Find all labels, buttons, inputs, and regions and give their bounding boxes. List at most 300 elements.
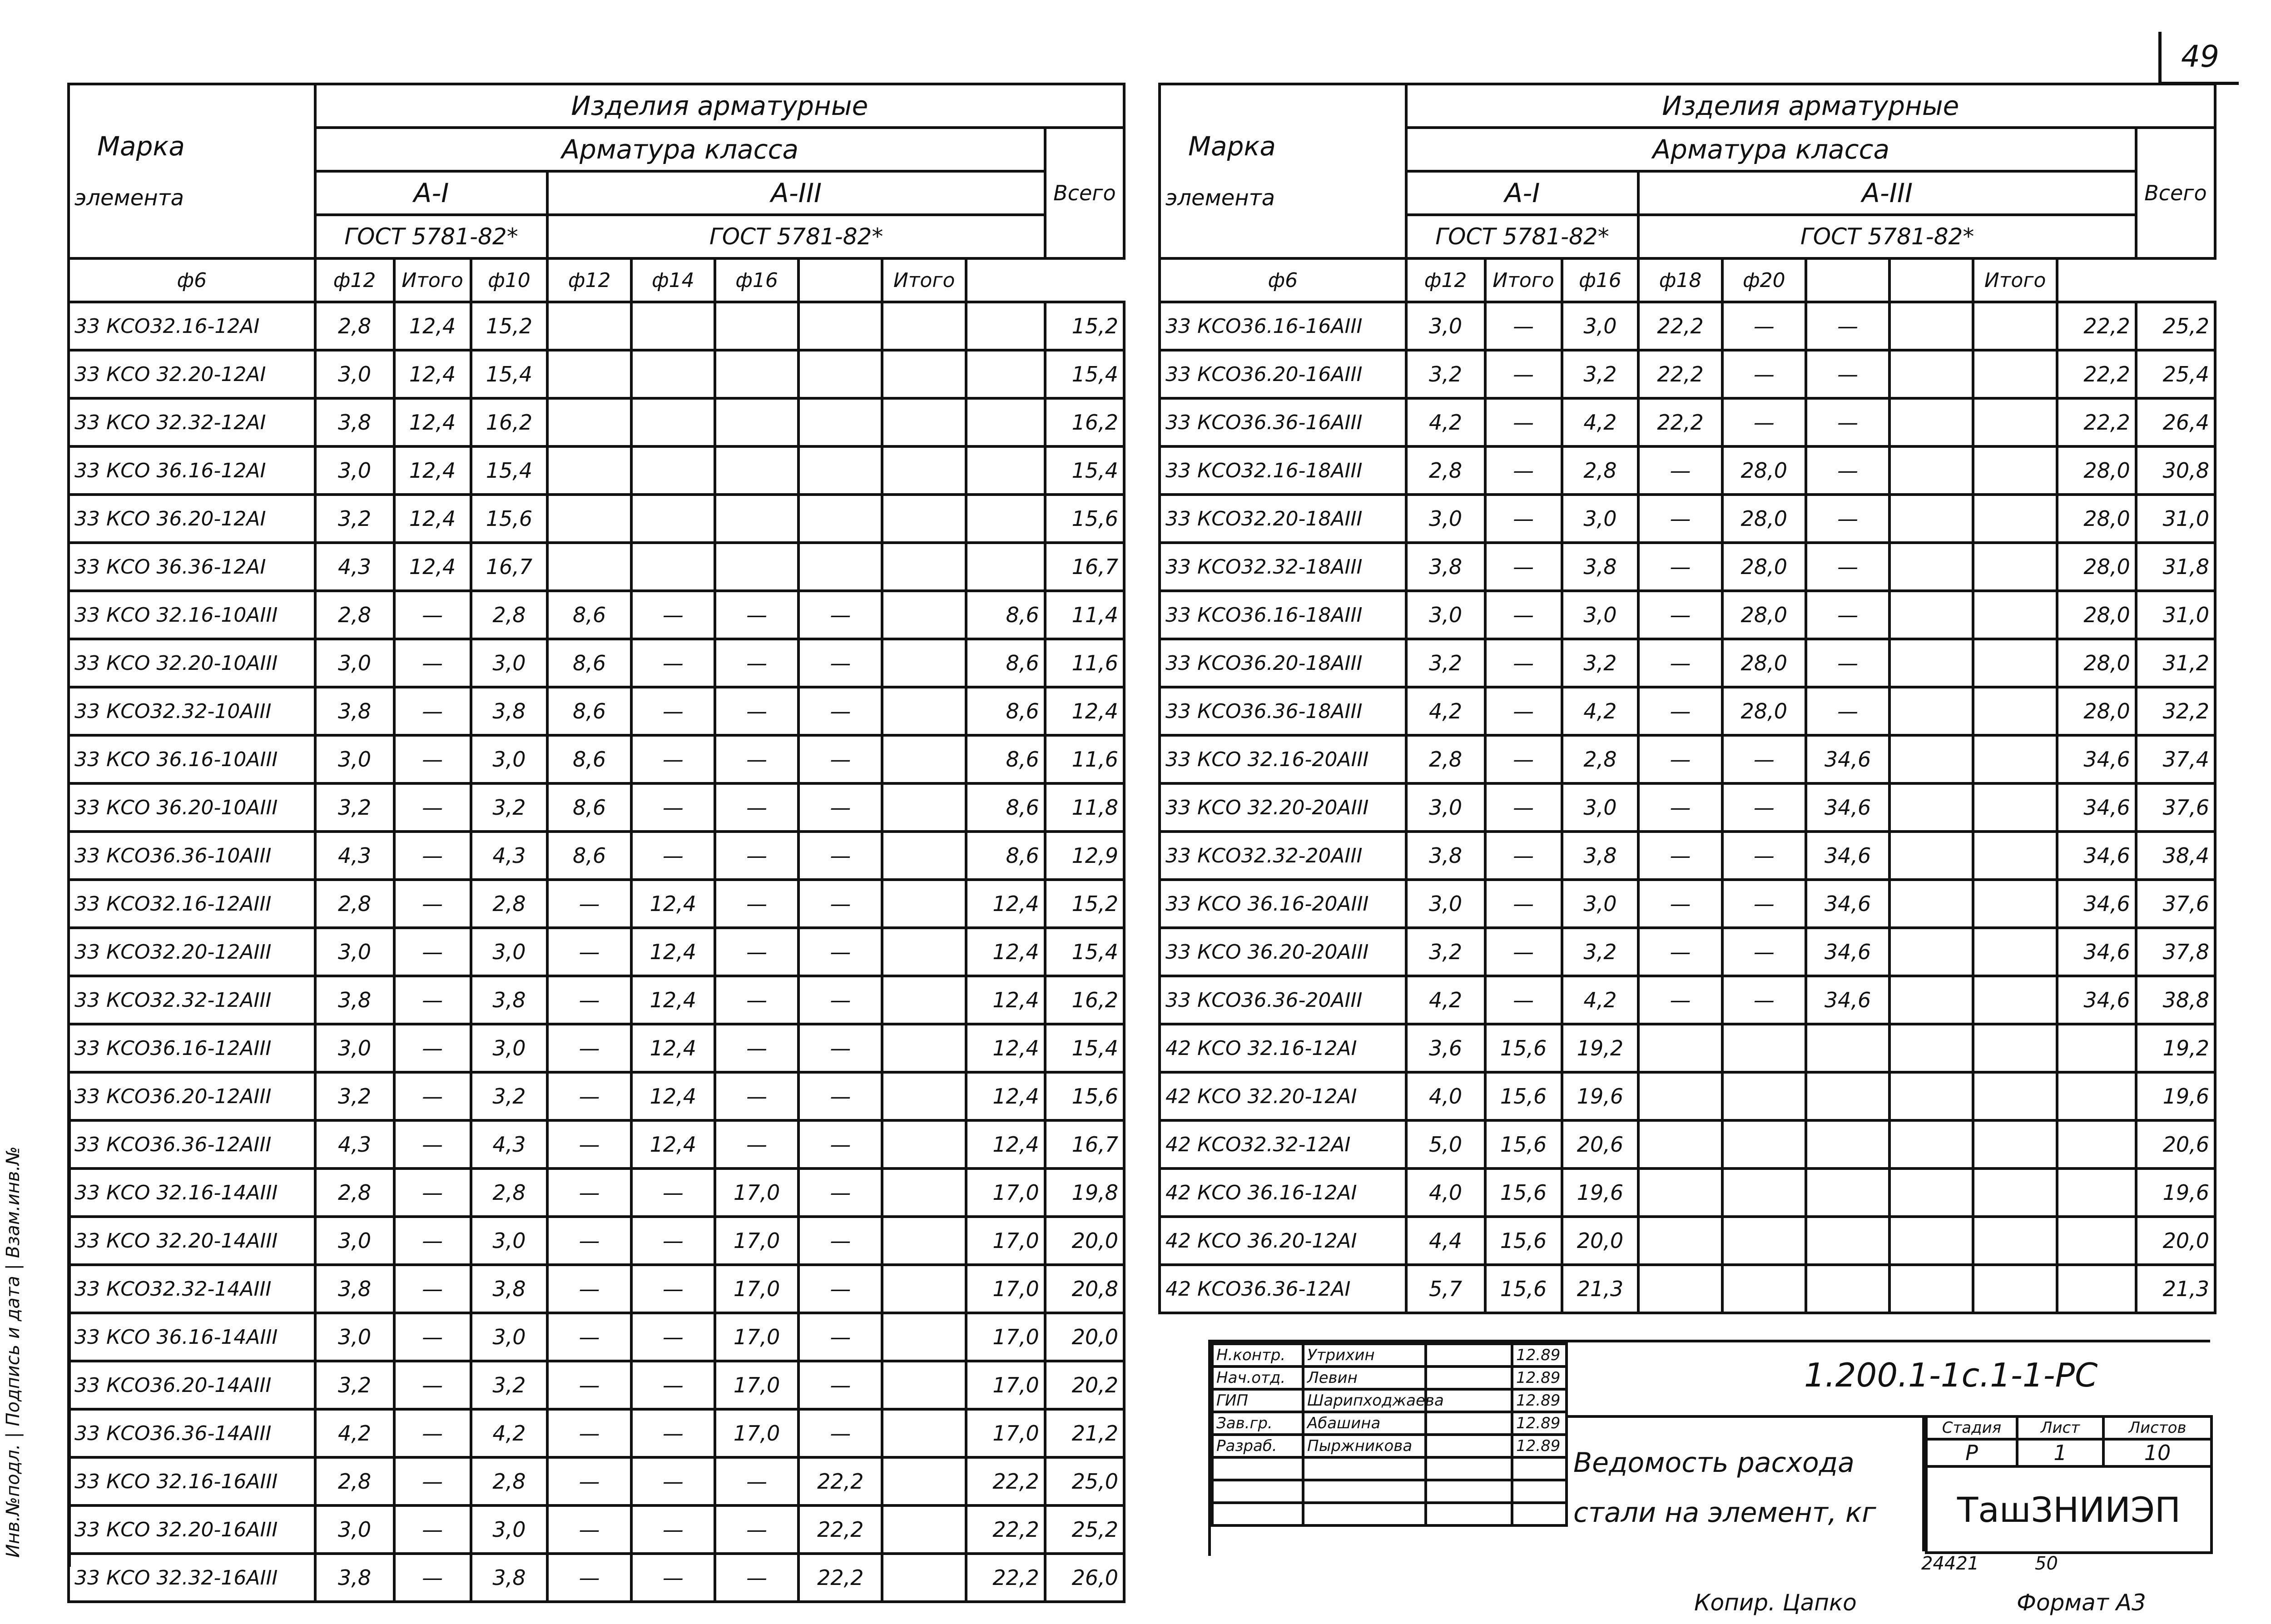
steel-value — [631, 350, 715, 398]
steel-value — [1973, 1265, 2057, 1313]
steel-value: — — [394, 1265, 471, 1313]
steel-value: — — [715, 1554, 798, 1602]
steel-value: 4,4 — [1406, 1217, 1485, 1265]
steel-value — [798, 495, 882, 543]
element-mark: 33 КСО36.36-10АIII — [69, 832, 315, 880]
steel-value: 11,6 — [1045, 735, 1124, 783]
sheet-value: 1 — [2017, 1439, 2103, 1466]
column-header: ф6 — [1160, 258, 1406, 302]
table-row — [69, 1072, 1124, 1120]
steel-value: 3,2 — [315, 495, 394, 543]
steel-value: 2,8 — [315, 302, 394, 350]
steel-value — [1973, 1217, 2057, 1265]
steel-value: — — [547, 880, 631, 928]
steel-value: — — [394, 687, 471, 735]
signature — [1426, 1457, 1512, 1480]
steel-value — [882, 350, 966, 398]
steel-value — [1889, 302, 1973, 350]
steel-value: 3,8 — [471, 1265, 548, 1313]
steel-value — [882, 832, 966, 880]
table-row — [69, 1457, 1124, 1505]
steel-value: — — [1485, 302, 1562, 350]
steel-value: 3,8 — [315, 398, 394, 446]
steel-value: 2,8 — [471, 1457, 548, 1505]
a1-header: А-I — [1406, 171, 1639, 215]
steel-value: 12,4 — [1045, 687, 1124, 735]
steel-value: 20,2 — [1045, 1361, 1124, 1409]
table-row — [1160, 1072, 2215, 1120]
steel-value: 8,6 — [547, 735, 631, 783]
steel-value: 4,3 — [471, 832, 548, 880]
column-header: ф12 — [1406, 258, 1485, 302]
steel-value: 22,2 — [1638, 398, 1722, 446]
table-row — [1160, 495, 2215, 543]
steel-value: — — [547, 1361, 631, 1409]
steel-value — [1889, 543, 1973, 591]
steel-value: — — [798, 832, 882, 880]
steel-value: 12,4 — [394, 543, 471, 591]
role-label — [1212, 1503, 1303, 1525]
steel-value — [1973, 302, 2057, 350]
steel-value — [715, 398, 798, 446]
person-name — [1303, 1480, 1426, 1503]
table-row — [69, 783, 1124, 832]
mark-label: Марка — [1188, 130, 1276, 162]
steel-value — [1973, 735, 2057, 783]
steel-value — [882, 495, 966, 543]
steel-value: — — [1485, 591, 1562, 639]
steel-value: 12,4 — [631, 880, 715, 928]
column-header — [798, 258, 882, 302]
steel-value: 3,0 — [1406, 302, 1485, 350]
column-header: ф6 — [69, 258, 315, 302]
element-mark: 42 КСО32.32-12АI — [1160, 1120, 1406, 1168]
signature — [1426, 1435, 1512, 1457]
steel-value: 15,4 — [1045, 928, 1124, 976]
group-header: Изделия арматурные — [315, 84, 1124, 128]
steel-value: 8,6 — [547, 591, 631, 639]
steel-value: 20,0 — [1045, 1313, 1124, 1361]
steel-value — [882, 639, 966, 687]
element-mark: 33 КСО32.20-12АIII — [69, 928, 315, 976]
steel-value: 25,2 — [2136, 302, 2215, 350]
steel-value — [1889, 976, 1973, 1024]
steel-value: 15,4 — [1045, 350, 1124, 398]
element-mark: 42 КСО 36.20-12АI — [1160, 1217, 1406, 1265]
steel-value: 3,8 — [315, 687, 394, 735]
steel-value: — — [715, 1505, 798, 1554]
steel-value: — — [394, 1072, 471, 1120]
steel-value: — — [1722, 302, 1806, 350]
total-header: Всего — [2136, 128, 2215, 258]
steel-value — [1889, 783, 1973, 832]
steel-value — [882, 1361, 966, 1409]
steel-value: — — [547, 976, 631, 1024]
column-header: ф20 — [1722, 258, 1806, 302]
steel-value — [1638, 1168, 1722, 1217]
element-mark: 33 КСО 36.20-12АI — [69, 495, 315, 543]
table-row — [69, 735, 1124, 783]
steel-value: — — [1806, 543, 1889, 591]
steel-value: 25,0 — [1045, 1457, 1124, 1505]
steel-value — [882, 1120, 966, 1168]
element-mark: 33 КСО 32.16-14АIII — [69, 1168, 315, 1217]
steel-value: 3,2 — [315, 783, 394, 832]
steel-value — [882, 928, 966, 976]
steel-value: 3,8 — [471, 1554, 548, 1602]
steel-value: 3,0 — [1406, 783, 1485, 832]
steel-value — [631, 302, 715, 350]
steel-value: 20,6 — [1562, 1120, 1639, 1168]
steel-value: — — [631, 1313, 715, 1361]
table-row — [1160, 1217, 2215, 1265]
element-mark: 33 КСО 32.16-16АIII — [69, 1457, 315, 1505]
document-code: 1.200.1-1с.1-1-РС — [1804, 1356, 2098, 1394]
signature — [1426, 1344, 1512, 1367]
steel-value: 12,4 — [966, 1072, 1045, 1120]
table-row — [69, 543, 1124, 591]
role-label — [1212, 1457, 1303, 1480]
steel-value: 11,6 — [1045, 639, 1124, 687]
steel-value: — — [1485, 350, 1562, 398]
steel-value — [1889, 1024, 1973, 1072]
steel-value — [882, 1505, 966, 1554]
steel-value: 5,7 — [1406, 1265, 1485, 1313]
steel-value — [1973, 398, 2057, 446]
steel-value: — — [715, 1024, 798, 1072]
steel-value: 38,8 — [2136, 976, 2215, 1024]
role-label: Н.контр. — [1212, 1344, 1303, 1367]
steel-value: — — [798, 639, 882, 687]
steel-value: 3,2 — [471, 1361, 548, 1409]
steel-value: — — [1722, 832, 1806, 880]
steel-value: 34,6 — [1806, 735, 1889, 783]
steel-value: 17,0 — [966, 1313, 1045, 1361]
steel-value: 15,4 — [1045, 1024, 1124, 1072]
steel-value: — — [715, 591, 798, 639]
sign-date — [1512, 1480, 1567, 1503]
steel-value: 12,4 — [631, 1120, 715, 1168]
table-row — [1160, 1024, 2215, 1072]
steel-value: — — [631, 1265, 715, 1313]
steel-value: 3,8 — [1406, 543, 1485, 591]
steel-value — [1973, 543, 2057, 591]
element-mark: 33 КСО36.16-18АIII — [1160, 591, 1406, 639]
steel-value: 3,0 — [471, 1505, 548, 1554]
steel-value: 28,0 — [1722, 446, 1806, 495]
steel-value: 31,2 — [2136, 639, 2215, 687]
steel-value: — — [1722, 350, 1806, 398]
steel-value: — — [1638, 687, 1722, 735]
steel-value: 2,8 — [315, 880, 394, 928]
steel-value: 28,0 — [2057, 543, 2136, 591]
steel-value: 22,2 — [798, 1457, 882, 1505]
steel-value: 28,0 — [2057, 591, 2136, 639]
steel-value: 28,0 — [1722, 591, 1806, 639]
element-mark: 33 КСО 36.36-12АI — [69, 543, 315, 591]
steel-value — [547, 398, 631, 446]
steel-value — [715, 350, 798, 398]
steel-value: 12,4 — [631, 1072, 715, 1120]
table-row — [1160, 880, 2215, 928]
steel-value: 12,4 — [966, 1120, 1045, 1168]
steel-value: 20,8 — [1045, 1265, 1124, 1313]
element-mark: 33 КСО36.20-12АIII — [69, 1072, 315, 1120]
steel-value: 37,8 — [2136, 928, 2215, 976]
side-stamp: Инв.№подл. | Подпись и дата | Взам.инв.№ — [3, 1146, 24, 1558]
steel-value — [798, 543, 882, 591]
steel-value: 31,8 — [2136, 543, 2215, 591]
steel-value: 34,6 — [1806, 880, 1889, 928]
steel-value: 8,6 — [547, 639, 631, 687]
steel-value: — — [1722, 735, 1806, 783]
table-row — [69, 1505, 1124, 1554]
steel-value: — — [547, 1024, 631, 1072]
steel-value — [882, 1072, 966, 1120]
steel-value — [1973, 639, 2057, 687]
table-row — [69, 1120, 1124, 1168]
steel-value: — — [1485, 687, 1562, 735]
steel-value: 15,6 — [1485, 1072, 1562, 1120]
steel-value — [882, 783, 966, 832]
steel-value: 8,6 — [966, 591, 1045, 639]
steel-value: 12,4 — [631, 928, 715, 976]
role-label: Нач.отд. — [1212, 1367, 1303, 1389]
element-mark: 33 КСО 36.20-20АIII — [1160, 928, 1406, 976]
steel-value: 8,6 — [547, 783, 631, 832]
steel-value — [1973, 928, 2057, 976]
steel-value: 3,8 — [471, 976, 548, 1024]
steel-value: — — [798, 928, 882, 976]
steel-value: 28,0 — [2057, 495, 2136, 543]
steel-value: 34,6 — [1806, 976, 1889, 1024]
steel-value: 8,6 — [547, 687, 631, 735]
person-name: Пыржникова — [1303, 1435, 1426, 1457]
table-row — [1160, 1120, 2215, 1168]
table-row — [1160, 687, 2215, 735]
left-steel-table — [67, 83, 1126, 1603]
steel-value: 34,6 — [2057, 880, 2136, 928]
steel-value — [1889, 1168, 1973, 1217]
steel-value: — — [394, 928, 471, 976]
steel-value: 3,0 — [1562, 495, 1639, 543]
steel-value: 12,4 — [394, 302, 471, 350]
element-mark: 33 КСО36.16-12АIII — [69, 1024, 315, 1072]
steel-value — [1806, 1217, 1889, 1265]
steel-value: 3,6 — [1406, 1024, 1485, 1072]
element-mark: 33 КСО 36.16-10АIII — [69, 735, 315, 783]
steel-value — [631, 446, 715, 495]
steel-value: — — [715, 639, 798, 687]
column-header: ф12 — [315, 258, 394, 302]
element-mark: 33 КСО36.36-16АIII — [1160, 398, 1406, 446]
steel-value — [1638, 1072, 1722, 1120]
steel-value: 3,2 — [1406, 639, 1485, 687]
steel-value: — — [631, 687, 715, 735]
steel-value — [1806, 1024, 1889, 1072]
steel-value: 2,8 — [471, 591, 548, 639]
steel-value: — — [631, 1168, 715, 1217]
steel-value — [882, 1024, 966, 1072]
steel-value — [1722, 1120, 1806, 1168]
steel-value: — — [1722, 880, 1806, 928]
steel-value — [1973, 1168, 2057, 1217]
steel-value: — — [798, 1072, 882, 1120]
steel-value: 20,6 — [2136, 1120, 2215, 1168]
steel-value: — — [715, 1120, 798, 1168]
steel-value: 34,6 — [1806, 783, 1889, 832]
table-row — [1160, 398, 2215, 446]
steel-value: 3,0 — [1562, 880, 1639, 928]
steel-value — [547, 302, 631, 350]
steel-value: 12,4 — [966, 976, 1045, 1024]
steel-value: 21,3 — [2136, 1265, 2215, 1313]
a3-header: А-III — [1638, 171, 2136, 215]
steel-value: — — [798, 1409, 882, 1457]
steel-value: 22,2 — [1638, 350, 1722, 398]
steel-value: 3,8 — [315, 976, 394, 1024]
steel-value — [2057, 1024, 2136, 1072]
steel-value: 4,2 — [1406, 398, 1485, 446]
steel-value — [1722, 1024, 1806, 1072]
steel-value: — — [1638, 543, 1722, 591]
steel-value: 28,0 — [1722, 543, 1806, 591]
steel-value: — — [394, 976, 471, 1024]
steel-value: 8,6 — [547, 832, 631, 880]
steel-value: 11,8 — [1045, 783, 1124, 832]
steel-value: 15,4 — [1045, 446, 1124, 495]
steel-value: 17,0 — [715, 1313, 798, 1361]
mark-label: Марка — [97, 130, 185, 162]
inventory-number: 24421 — [1921, 1553, 1979, 1574]
steel-value: 3,8 — [1406, 832, 1485, 880]
steel-value: — — [1485, 783, 1562, 832]
steel-value: 2,8 — [315, 1457, 394, 1505]
steel-value: 3,8 — [315, 1265, 394, 1313]
steel-value: — — [394, 1217, 471, 1265]
table-row — [1160, 928, 2215, 976]
steel-value: — — [1638, 591, 1722, 639]
format-label: Формат А3 — [2017, 1589, 2146, 1616]
element-mark: 33 КСО32.16-18АIII — [1160, 446, 1406, 495]
table-row — [69, 398, 1124, 446]
sign-date: 12.89 — [1512, 1344, 1567, 1367]
steel-value: — — [631, 1505, 715, 1554]
table-row — [69, 591, 1124, 639]
steel-value: 3,0 — [471, 1217, 548, 1265]
steel-value: 3,0 — [471, 928, 548, 976]
steel-value: 15,4 — [471, 446, 548, 495]
steel-value: 34,6 — [2057, 735, 2136, 783]
table-row — [69, 832, 1124, 880]
steel-value — [1806, 1168, 1889, 1217]
sign-date — [1512, 1457, 1567, 1480]
steel-value: 12,9 — [1045, 832, 1124, 880]
mark-header — [1160, 84, 1406, 258]
steel-value — [631, 495, 715, 543]
steel-value — [1722, 1168, 1806, 1217]
page-number: 49 — [2158, 32, 2239, 85]
steel-value — [1973, 1072, 2057, 1120]
signature — [1426, 1412, 1512, 1435]
steel-value: 19,6 — [1562, 1072, 1639, 1120]
person-name: Абашина — [1303, 1412, 1426, 1435]
steel-value — [1889, 1072, 1973, 1120]
steel-value: 3,0 — [471, 639, 548, 687]
sheets-label: Листов — [2103, 1416, 2211, 1439]
a3-header: А-III — [547, 171, 1045, 215]
steel-value: — — [1722, 976, 1806, 1024]
steel-value — [966, 350, 1045, 398]
steel-value: — — [798, 1024, 882, 1072]
gost-a3: ГОСТ 5781-82* — [1638, 215, 2136, 258]
steel-value — [1889, 687, 1973, 735]
steel-value: 28,0 — [2057, 446, 2136, 495]
table-row — [69, 687, 1124, 735]
steel-value: 17,0 — [966, 1168, 1045, 1217]
table-row — [1160, 350, 2215, 398]
steel-value: 38,4 — [2136, 832, 2215, 880]
steel-value: 28,0 — [2057, 687, 2136, 735]
element-mark: 42 КСО36.36-12АI — [1160, 1265, 1406, 1313]
steel-value — [1973, 976, 2057, 1024]
steel-value: 34,6 — [1806, 928, 1889, 976]
table-row — [69, 880, 1124, 928]
steel-value: — — [1638, 495, 1722, 543]
steel-value: — — [1638, 928, 1722, 976]
steel-value: — — [631, 1457, 715, 1505]
steel-value: — — [1485, 928, 1562, 976]
element-mark: 33 КСО 32.20-14АIII — [69, 1217, 315, 1265]
steel-value: — — [547, 1265, 631, 1313]
column-header: ф14 — [631, 258, 715, 302]
stage-grid — [1925, 1415, 2213, 1554]
element-mark: 42 КСО 32.20-12АI — [1160, 1072, 1406, 1120]
steel-value: 3,0 — [315, 1505, 394, 1554]
steel-value: — — [631, 1217, 715, 1265]
steel-value — [798, 446, 882, 495]
steel-value — [1889, 591, 1973, 639]
steel-value: 15,6 — [1485, 1120, 1562, 1168]
steel-value: — — [394, 832, 471, 880]
element-mark: 33 КСО36.16-16АIII — [1160, 302, 1406, 350]
steel-value — [966, 398, 1045, 446]
signature-row — [1212, 1435, 1567, 1457]
total-header: Всего — [1045, 128, 1124, 258]
steel-value: 16,2 — [471, 398, 548, 446]
steel-value: 3,2 — [471, 783, 548, 832]
gost-a1: ГОСТ 5781-82* — [1406, 215, 1639, 258]
steel-value: 3,0 — [471, 1313, 548, 1361]
stage-value: Р — [1926, 1439, 2017, 1466]
steel-value: 28,0 — [1722, 495, 1806, 543]
person-name: Утрихин — [1303, 1344, 1426, 1367]
steel-value: 37,6 — [2136, 783, 2215, 832]
steel-value: 12,4 — [394, 350, 471, 398]
element-mark: 33 КСО36.20-18АIII — [1160, 639, 1406, 687]
signature — [1426, 1480, 1512, 1503]
steel-value: 16,7 — [1045, 1120, 1124, 1168]
element-mark: 33 КСО32.16-12АI — [69, 302, 315, 350]
element-mark: 33 КСО 36.16-14АIII — [69, 1313, 315, 1361]
steel-value — [1889, 398, 1973, 446]
steel-value: — — [394, 1313, 471, 1361]
group-header: Изделия арматурные — [1406, 84, 2215, 128]
steel-value: 20,0 — [2136, 1217, 2215, 1265]
steel-value: 31,0 — [2136, 495, 2215, 543]
steel-value: 19,2 — [2136, 1024, 2215, 1072]
element-mark: 33 КСО 32.32-16АIII — [69, 1554, 315, 1602]
